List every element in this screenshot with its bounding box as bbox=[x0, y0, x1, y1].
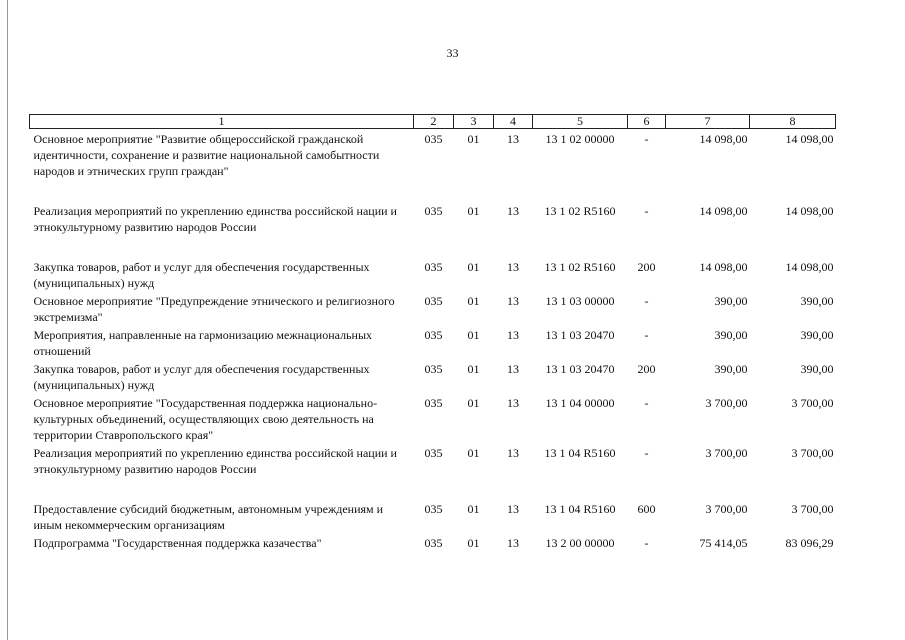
cell-col4: 13 bbox=[507, 446, 519, 460]
cell-col8: 3 700,00 bbox=[791, 502, 834, 516]
header-col-4: 4 bbox=[494, 115, 533, 129]
cell-col2: 035 bbox=[424, 502, 443, 516]
cell-col8: 14 098,00 bbox=[785, 260, 834, 274]
cell-col6: 600 bbox=[637, 502, 656, 516]
cell-col4: 13 bbox=[507, 536, 519, 550]
cell-col7: 3 700,00 bbox=[705, 502, 748, 516]
cell-col7: 3 700,00 bbox=[705, 446, 748, 460]
budget-table bbox=[29, 114, 836, 551]
row-spacer bbox=[30, 235, 836, 257]
cell-col5: 13 1 04 R5160 bbox=[544, 446, 616, 460]
table-row bbox=[30, 443, 836, 477]
cell-col7: 390,00 bbox=[714, 362, 748, 376]
cell-col2: 035 bbox=[424, 536, 443, 550]
cell-col2: 035 bbox=[424, 396, 443, 410]
cell-col3: 01 bbox=[467, 396, 480, 410]
cell-col5: 13 1 02 R5160 bbox=[544, 260, 616, 274]
row-description: Основное мероприятие "Развитие общероссийской гражданской идентичности, сохранение и развитие национальной самобытности народов и этнических групп граждан" bbox=[33, 132, 380, 178]
header-col-8: 8 bbox=[750, 115, 836, 129]
row-description: Подпрограмма "Государственная поддержка казачества" bbox=[33, 536, 322, 550]
cell-col3: 01 bbox=[467, 260, 480, 274]
cell-col3: 01 bbox=[467, 362, 480, 376]
table-row bbox=[30, 129, 836, 180]
header-col-3: 3 bbox=[454, 115, 494, 129]
cell-col8: 14 098,00 bbox=[785, 204, 834, 218]
cell-col4: 13 bbox=[507, 260, 519, 274]
cell-col3: 01 bbox=[467, 204, 480, 218]
cell-col5: 13 2 00 00000 bbox=[545, 536, 615, 550]
cell-col6: - bbox=[644, 446, 649, 460]
cell-col4: 13 bbox=[507, 396, 519, 410]
row-description: Мероприятия, направленные на гармонизацию межнациональных отношений bbox=[33, 328, 373, 358]
cell-col7: 3 700,00 bbox=[705, 396, 748, 410]
cell-col3: 01 bbox=[467, 132, 480, 146]
row-spacer bbox=[30, 477, 836, 499]
table-row bbox=[30, 325, 836, 359]
table-row bbox=[30, 359, 836, 393]
row-spacer bbox=[30, 179, 836, 201]
cell-col7: 390,00 bbox=[714, 294, 748, 308]
row-description: Закупка товаров, работ и услуг для обеспечения государственных (муниципальных) нужд bbox=[33, 260, 370, 290]
cell-col3: 01 bbox=[467, 536, 480, 550]
cell-col5: 13 1 02 R5160 bbox=[544, 204, 616, 218]
cell-col5: 13 1 03 20470 bbox=[545, 328, 615, 342]
row-description: Основное мероприятие "Государственная поддержка национально-культурных объединений, осуществляющих свою деятельность на территории Ставропольского края" bbox=[33, 396, 378, 442]
cell-col4: 13 bbox=[507, 362, 519, 376]
header-col-2: 2 bbox=[414, 115, 454, 129]
cell-col2: 035 bbox=[424, 446, 443, 460]
cell-col4: 13 bbox=[507, 328, 519, 342]
cell-col6: 200 bbox=[637, 362, 656, 376]
cell-col4: 13 bbox=[507, 502, 519, 516]
cell-col5: 13 1 03 00000 bbox=[545, 294, 615, 308]
cell-col8: 390,00 bbox=[800, 362, 834, 376]
cell-col5: 13 1 04 R5160 bbox=[544, 502, 616, 516]
cell-col5: 13 1 02 00000 bbox=[545, 132, 615, 146]
cell-col6: - bbox=[644, 328, 649, 342]
cell-col3: 01 bbox=[467, 446, 480, 460]
cell-col8: 3 700,00 bbox=[791, 396, 834, 410]
table-row bbox=[30, 257, 836, 291]
cell-col7: 14 098,00 bbox=[699, 204, 748, 218]
cell-col2: 035 bbox=[424, 362, 443, 376]
cell-col7: 14 098,00 bbox=[699, 132, 748, 146]
header-col-7: 7 bbox=[666, 115, 750, 129]
table-row bbox=[30, 291, 836, 325]
cell-col6: - bbox=[644, 132, 649, 146]
row-description: Реализация мероприятий по укреплению единства российской нации и этнокультурному развитию народов России bbox=[33, 204, 397, 234]
cell-col2: 035 bbox=[424, 294, 443, 308]
row-description: Реализация мероприятий по укреплению единства российской нации и этнокультурному развитию народов России bbox=[33, 446, 397, 476]
table-row bbox=[30, 393, 836, 443]
header-row bbox=[30, 115, 836, 129]
cell-col5: 13 1 03 20470 bbox=[545, 362, 615, 376]
cell-col6: - bbox=[644, 204, 649, 218]
cell-col6: - bbox=[644, 294, 649, 308]
cell-col4: 13 bbox=[507, 132, 519, 146]
cell-col7: 75 414,05 bbox=[699, 536, 748, 550]
page-number: 33 bbox=[446, 46, 459, 60]
cell-col7: 14 098,00 bbox=[699, 260, 748, 274]
row-description: Предоставление субсидий бюджетным, автономным учреждениям и иным некоммерческим организациям bbox=[33, 502, 384, 532]
cell-col4: 13 bbox=[507, 204, 519, 218]
cell-col2: 035 bbox=[424, 132, 443, 146]
cell-col3: 01 bbox=[467, 294, 480, 308]
header-col-6: 6 bbox=[628, 115, 666, 129]
cell-col8: 83 096,29 bbox=[785, 536, 834, 550]
header-col-1: 1 bbox=[30, 115, 414, 129]
cell-col8: 3 700,00 bbox=[791, 446, 834, 460]
left-margin-line bbox=[7, 0, 8, 640]
cell-col6: 200 bbox=[637, 260, 656, 274]
table-row bbox=[30, 201, 836, 235]
cell-col3: 01 bbox=[467, 502, 480, 516]
cell-col2: 035 bbox=[424, 328, 443, 342]
cell-col8: 14 098,00 bbox=[785, 132, 834, 146]
table-row bbox=[30, 499, 836, 533]
table-row bbox=[30, 533, 836, 551]
row-description: Основное мероприятие "Предупреждение этнического и религиозного экстремизма" bbox=[33, 294, 395, 324]
cell-col4: 13 bbox=[507, 294, 519, 308]
cell-col2: 035 bbox=[424, 260, 443, 274]
cell-col6: - bbox=[644, 396, 649, 410]
cell-col7: 390,00 bbox=[714, 328, 748, 342]
cell-col2: 035 bbox=[424, 204, 443, 218]
cell-col8: 390,00 bbox=[800, 294, 834, 308]
cell-col3: 01 bbox=[467, 328, 480, 342]
cell-col5: 13 1 04 00000 bbox=[545, 396, 615, 410]
row-description: Закупка товаров, работ и услуг для обеспечения государственных (муниципальных) нужд bbox=[33, 362, 370, 392]
cell-col6: - bbox=[644, 536, 649, 550]
header-col-5: 5 bbox=[533, 115, 628, 129]
cell-col8: 390,00 bbox=[800, 328, 834, 342]
